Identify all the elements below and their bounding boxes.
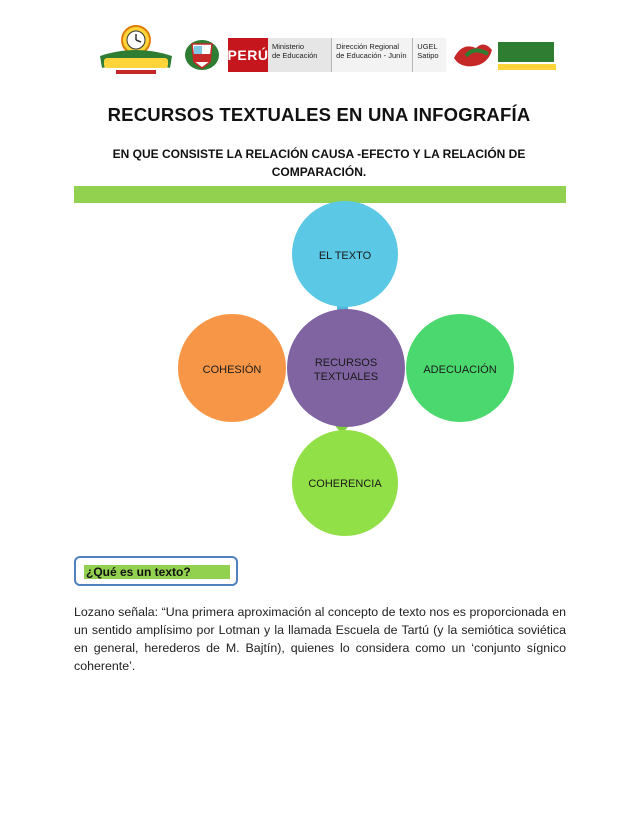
node-left-label: COHESIÓN [202,364,262,376]
ugel-label: UGEL Satipo [417,42,439,60]
question-label: ¿Qué es un texto? [84,565,230,579]
peru-label: PERÚ [228,38,268,72]
body-paragraph: Lozano señala: “Una primera aproximación al concepto de texto nos es proporcionada en un sentido amplísimo por Lotman y la llamada Escuela de Tartú (y la semiótica soviética en general, herederos de M. Bajtín), quienes lo considera como un ‘conjunto sígnico coherente’. [74,605,566,673]
dre-label: Dirección Regional de Educación - Junín [332,38,413,72]
ministry-label: Ministerio de Educación [268,38,332,72]
node-top-label: EL TEXTO [318,250,372,262]
page-title: RECURSOS TEXTUALES EN UNA INFOGRAFÍA [107,104,531,125]
node-center-label-1: RECURSOS [314,357,378,369]
question-box [74,556,238,586]
node-right-label: ADECUACIÓN [423,364,497,376]
node-center-label-2: TEXTUALES [313,371,379,383]
node-bottom-label: COHERENCIA [308,478,382,490]
page-subtitle: EN QUE CONSISTE LA RELACIÓN CAUSA -EFECTO Y LA RELACIÓN DE COMPARACIÓN. [112,147,526,179]
